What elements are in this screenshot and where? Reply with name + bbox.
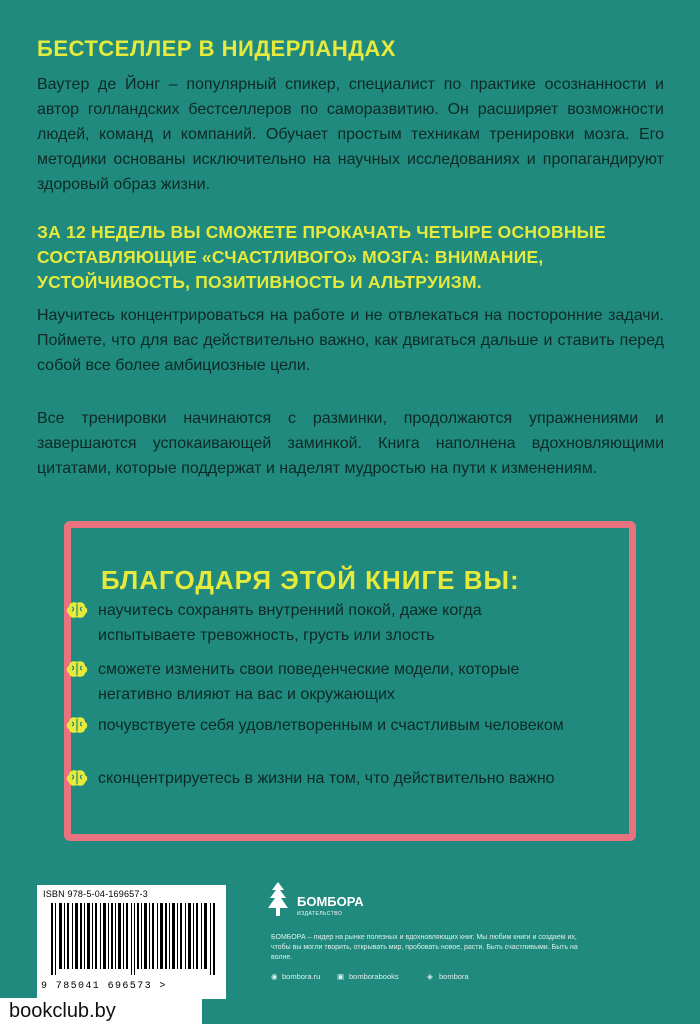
brain-icon [66,601,88,619]
globe-icon: ◉ [271,972,278,981]
publisher-description: БОМБОРА – лидер на рынке полезных и вдохновляющих книг. Мы любим книги и создаем их, чтобы вы могли творить, открывать мир, пробовать новое, расти. Быть счастливыми. Быть на волне. [271,934,578,961]
brain-icon [66,716,88,734]
vk-icon: ▣ [337,972,345,981]
benefit-text: сможете изменить свои поведенческие модели, которые негативно влияют на вас и окружающих [98,661,520,703]
barcode [51,903,216,975]
isbn-barcode-block [37,885,226,999]
isbn-label: ISBN 978-5-04-169657-3 [43,889,148,899]
social-links [271,972,601,984]
trainings-paragraph: Все тренировки начинаются с разминки, продолжаются упражнениями и завершаются успокаивающей заминкой. Книга наполнена вдохновляющими цитатами, которые поддержат и наделят мудростью на пути к изменениям. [37,410,664,477]
promise-heading: ЗА 12 НЕДЕЛЬ ВЫ СМОЖЕТЕ ПРОКАЧАТЬ ЧЕТЫРЕ ОСНОВНЫЕ СОСТАВЛЯЮЩИЕ «СЧАСТЛИВОГО» МОЗГА: ВНИМАНИЕ, УСТОЙЧИВОСТЬ, ПОЗИТИВНОСТЬ И АЛЬТРУИЗМ. [37,222,606,292]
publisher-name: БОМБОРА [297,894,364,909]
author-paragraph: Ваутер де Йонг – популярный спикер, специалист по практике осознанности и автор голландских бестселлеров по саморазвитию. Он расширяет возможности людей, команд и компаний. Обучает простым техникам тренировки мозга. Его методики основаны исключительно на научных исследованиях и пропагандируют здоровый образ жизни. [37,76,664,193]
publisher-logo-icon [262,880,294,918]
watermark: bookclub.by [0,998,202,1024]
social-vk[interactable]: bomborabooks [349,972,399,981]
benefit-text: почувствуете себя удовлетворенным и счастливым человеком [98,717,564,734]
bestseller-heading: БЕСТСЕЛЛЕР В НИДЕРЛАНДАХ [37,36,396,61]
benefit-text: сконцентрируетесь в жизни на том, что действительно важно [98,770,555,787]
social-site[interactable]: bombora.ru [282,972,321,981]
focus-paragraph: Научитесь концентрироваться на работе и не отвлекаться на посторонние задачи. Поймете, что для вас действительно важно, как двигаться дальше и ставить перед собой все более амбициозные цели. [37,307,664,374]
social-telegram[interactable]: bombora [439,972,469,981]
benefits-title: БЛАГОДАРЯ ЭТОЙ КНИГЕ ВЫ: [101,565,520,595]
telegram-icon: ◈ [427,972,433,981]
brain-icon [66,660,88,678]
publisher-subtitle: ИЗДАТЕЛЬСТВО [297,911,343,917]
benefit-text: научитесь сохранять внутренний покой, даже когда испытываете тревожность, грусть или злость [98,602,482,644]
brain-icon [66,769,88,787]
barcode-digits: 9 785041 696573 > [41,981,167,992]
